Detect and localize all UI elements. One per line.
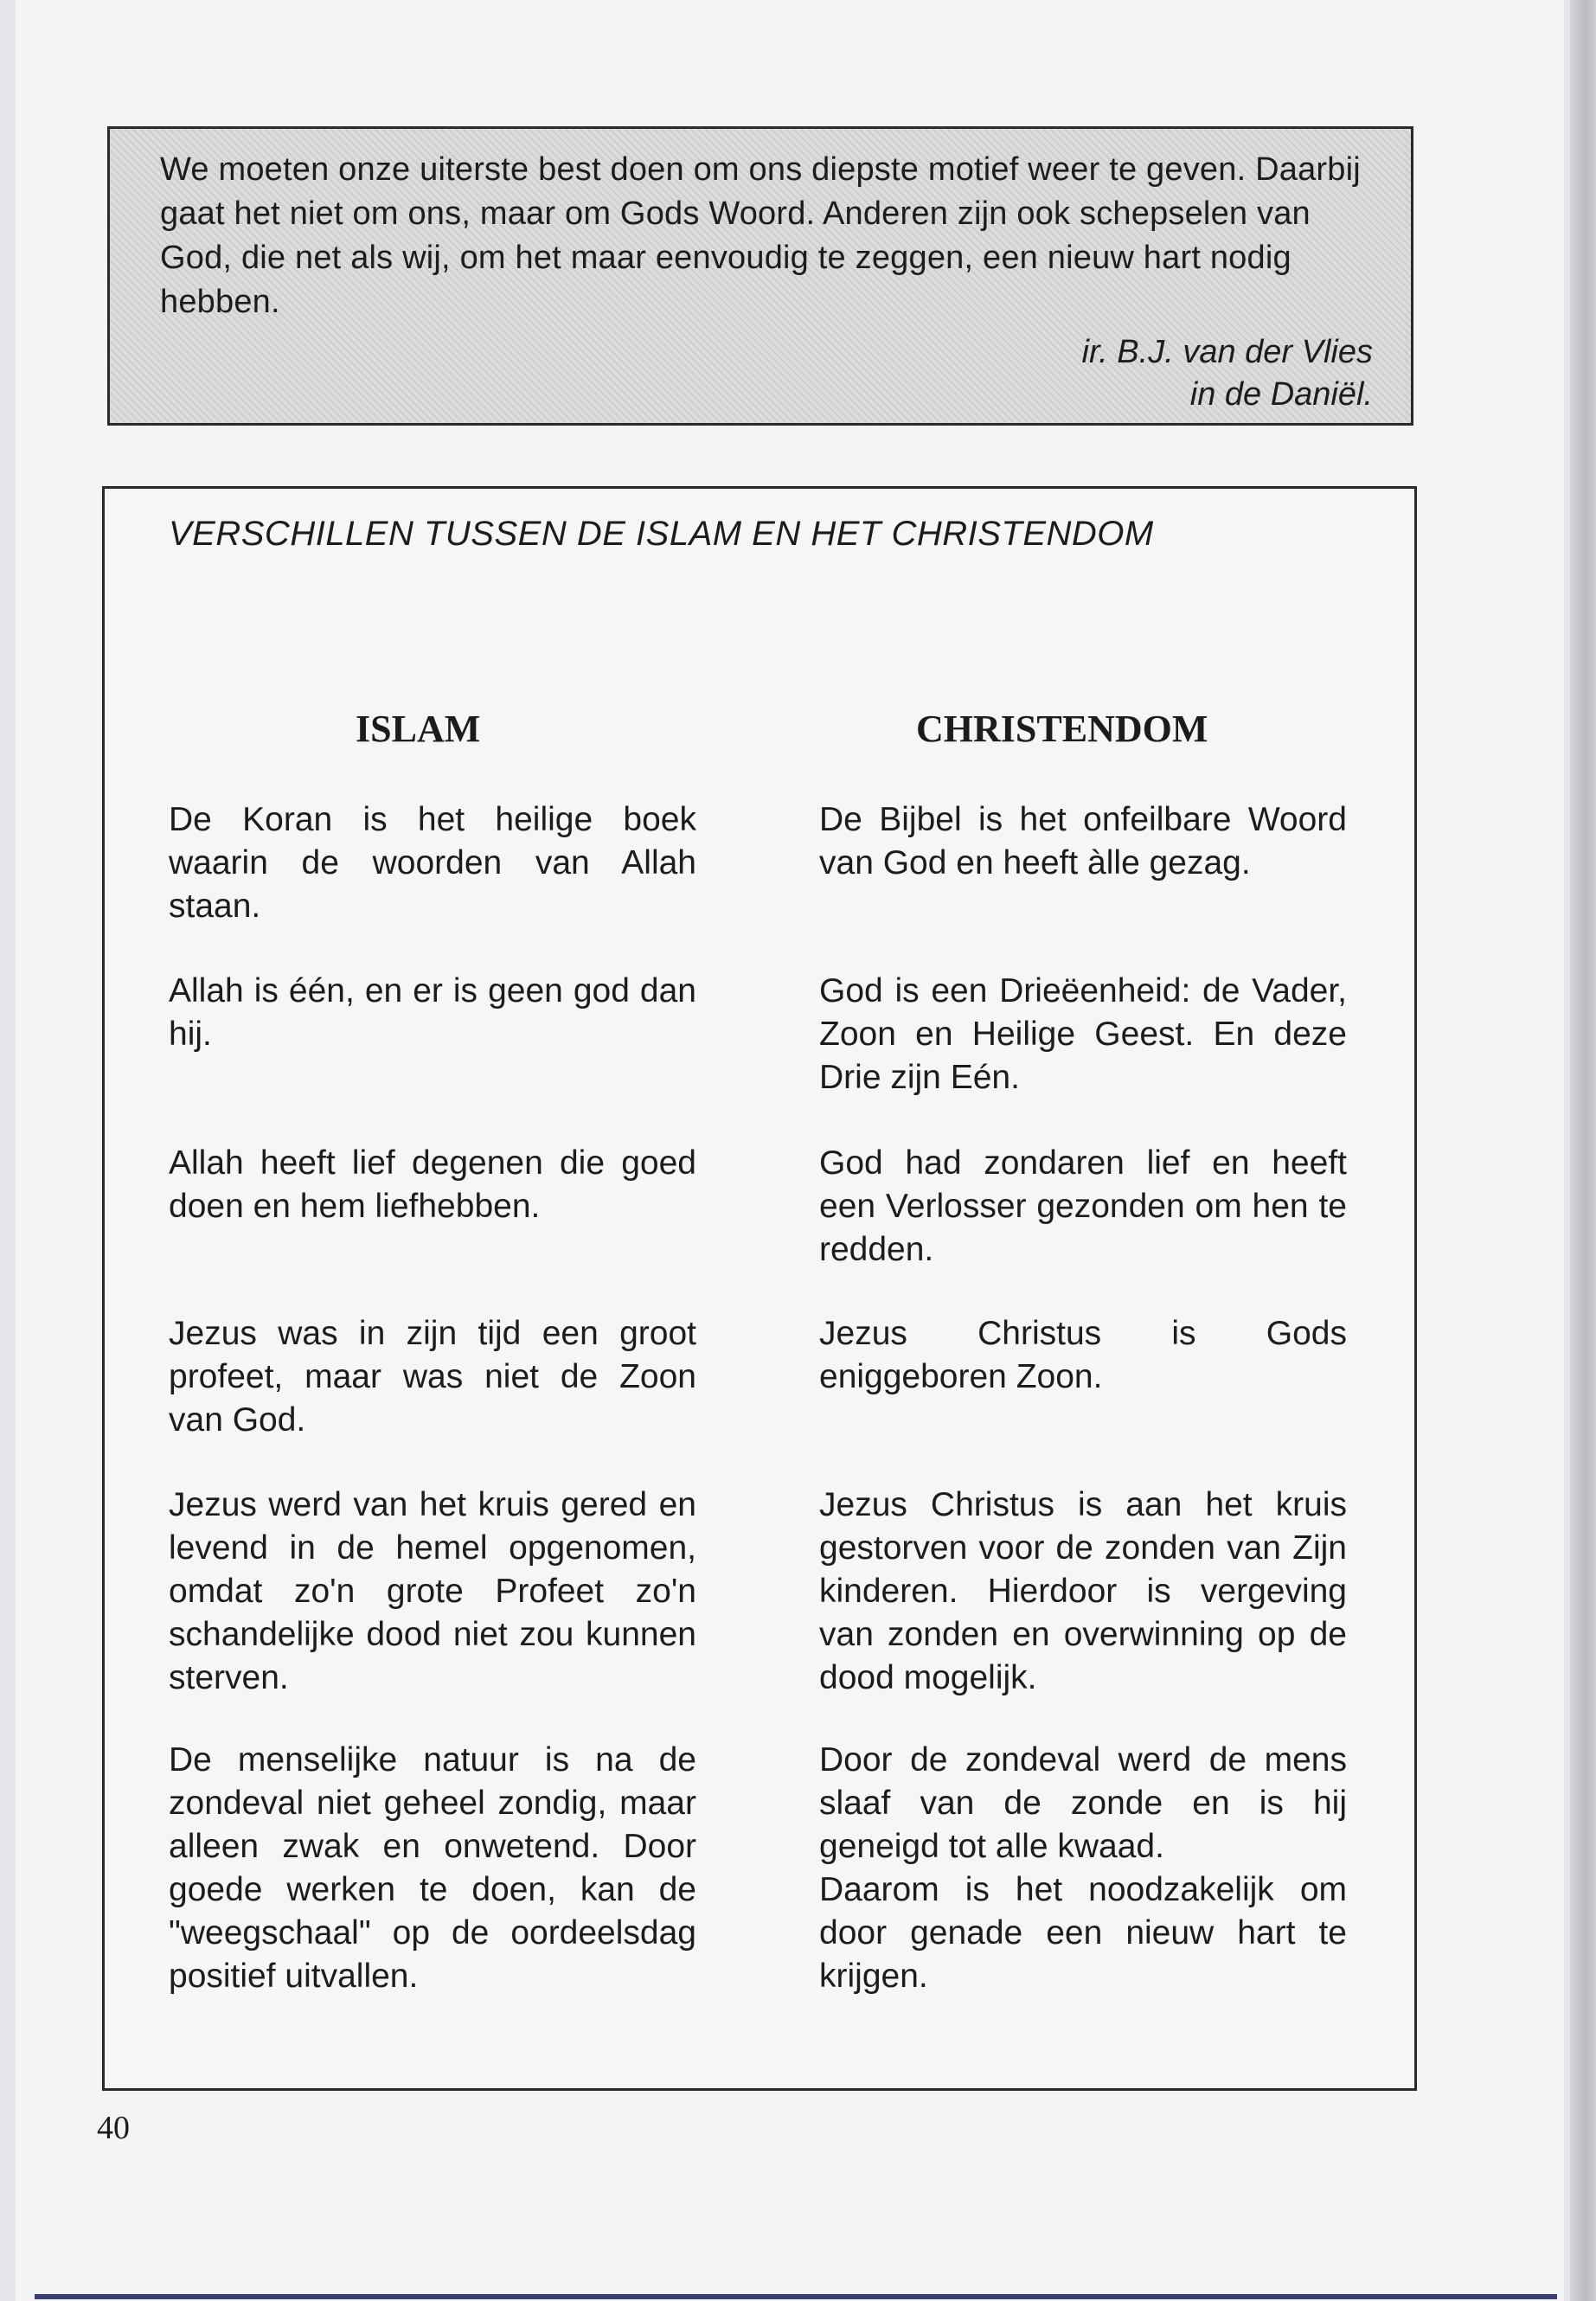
quote-attribution	[160, 331, 1373, 416]
quote-source: in de Daniël.	[1189, 376, 1373, 413]
page-number: 40	[97, 2110, 130, 2146]
comparison-title: VERSCHILLEN TUSSEN DE ISLAM EN HET CHRISTENDOM	[169, 515, 1154, 553]
islam-statement: De Koran is het heilige boek waarin de woorden van Allah staan.	[169, 801, 696, 925]
islam-statement: Jezus was in zijn tijd een groot profeet, maar was niet de Zoon van God.	[169, 1315, 696, 1439]
page-edge	[1570, 0, 1596, 2301]
christendom-statement	[819, 1739, 1347, 1998]
islam-statement: De menselijke natuur is na de zondeval niet geheel zondig, maar alleen zwak en onwetend. Door goede werken te doen, kan de "weegschaal" op de oordeelsdag positief uitvallen.	[169, 1741, 696, 1995]
quote-box	[107, 126, 1413, 426]
christendom-statement: God is een Drieëenheid: de Vader, Zoon en Heilige Geest. En deze Drie zijn Eén.	[819, 972, 1347, 1096]
christendom-column-header: CHRISTENDOM	[916, 708, 1208, 750]
comparison-box	[102, 486, 1417, 2091]
christendom-statement-part: Daarom is het noodzakelijk om door genade een nieuw hart te krijgen.	[819, 1871, 1347, 1995]
christendom-statement-part: Door de zondeval werd de mens slaaf van de zonde en is hij geneigd tot alle kwaad.	[819, 1741, 1347, 1865]
islam-statement: Jezus werd van het kruis gered en levend in de hemel opgenomen, omdat zo'n grote Profeet zo'n schandelijke dood niet zou kunnen sterven.	[169, 1486, 696, 1696]
page-bottom-edge	[35, 2294, 1557, 2299]
islam-statement: Allah heeft lief degenen die goed doen en hem liefhebben.	[169, 1144, 696, 1225]
quote-text: We moeten onze uiterste best doen om ons diepste motief weer te geven. Daarbij gaat het niet om ons, maar om Gods Woord. Anderen zijn ook schepselen van God, die net als wij, om het maar eenvoudig te zeggen, een nieuw hart nodig hebben.	[160, 151, 1361, 320]
quote-author-name: ir. B.J. van der Vlies	[1081, 334, 1373, 370]
christendom-statement: Jezus Christus is aan het kruis gestorven voor de zonden van Zijn kinderen. Hierdoor is vergeving van zonden en overwinning op de dood mogelijk.	[819, 1486, 1347, 1696]
christendom-statement: De Bijbel is het onfeilbare Woord van God en heeft àlle gezag.	[819, 801, 1347, 881]
christendom-statement: God had zondaren lief en heeft een Verlosser gezonden om hen te redden.	[819, 1144, 1347, 1268]
christendom-statement: Jezus Christus is Gods eniggeboren Zoon.	[819, 1315, 1347, 1395]
islam-statement: Allah is één, en er is geen god dan hij.	[169, 972, 696, 1053]
islam-column-header: ISLAM	[356, 708, 481, 750]
